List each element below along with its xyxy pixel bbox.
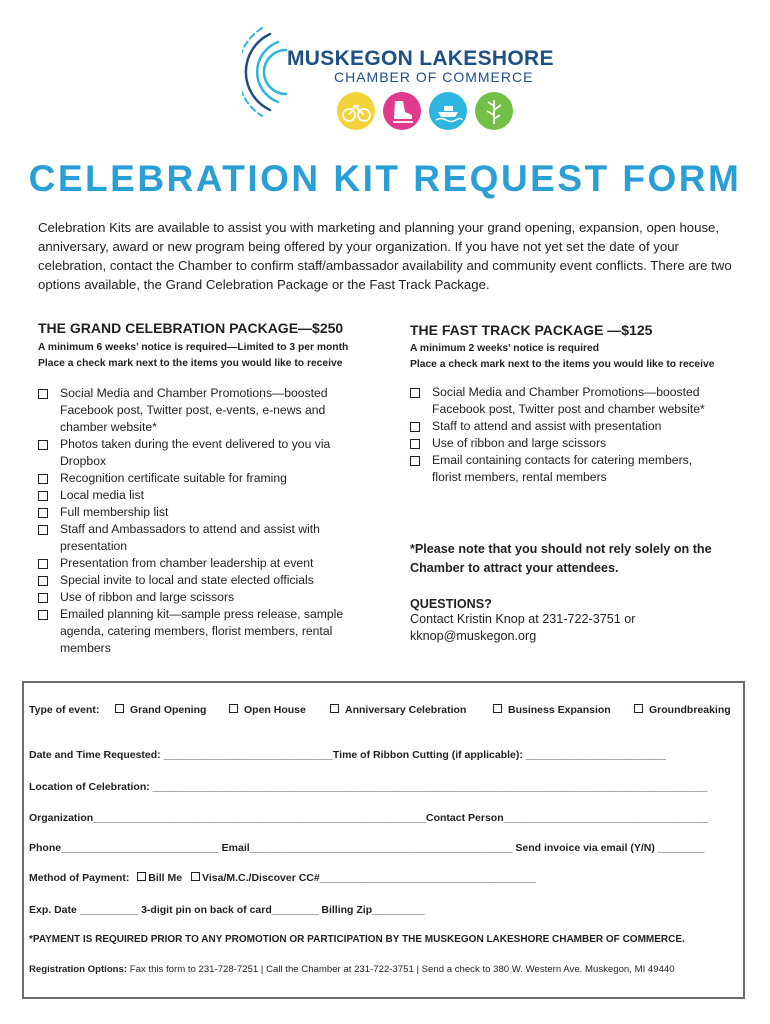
fast-package-item[interactable]	[410, 418, 720, 435]
registration-options-text: Fax this form to 231-728-7251 | Call the Chamber at 231-722-3751 | Send a check to 380 W. Western Ave. Muskegon, MI 49440	[127, 964, 675, 975]
organization-field[interactable]: Organization_________________________________________________________Contact Person___________________________________	[29, 812, 709, 824]
grand-package-item[interactable]	[38, 572, 358, 589]
event-expansion-checkbox[interactable]: Business Expansion	[493, 704, 611, 716]
grand-package-item[interactable]	[38, 487, 358, 504]
intro-paragraph: Celebration Kits are available to assist you with marketing and planning your grand opening, expansion, open house, anniversary, award or new program being offered by your organization. If you have not yet set the date of your celebration, contact the Chamber to confirm staff/ambassador availability and community event conflicts. There are two options available, the Grand Celebration Package or the Fast Track Package.	[38, 220, 732, 292]
questions-section	[410, 597, 745, 645]
grand-package-item-label: Presentation from chamber leadership at event	[60, 556, 314, 570]
grand-package-item[interactable]	[38, 504, 358, 521]
grand-package-item[interactable]	[38, 521, 358, 555]
event-groundbreaking-checkbox[interactable]: Groundbreaking	[634, 704, 731, 716]
boat-icon	[429, 92, 467, 130]
fast-package	[410, 322, 750, 486]
bicycle-icon	[337, 92, 375, 130]
grand-package-item-label: Use of ribbon and large scissors	[60, 590, 235, 604]
grand-package-items	[38, 385, 358, 657]
checkbox[interactable]	[410, 456, 420, 466]
event-grand-opening-checkbox[interactable]: Grand Opening	[115, 704, 206, 716]
grand-package-item-label: Local media list	[60, 488, 144, 502]
event-type-label: Type of event:	[29, 704, 100, 716]
grand-package-item[interactable]	[38, 606, 358, 657]
grand-package-item-label: Photos taken during the event delivered to you via Dropbox	[60, 437, 331, 468]
chamber-logo	[242, 20, 554, 138]
checkbox[interactable]	[38, 440, 48, 450]
leaf-icon	[475, 92, 513, 130]
grand-package-item-label: Emailed planning kit—sample press release, sample agenda, catering members, florist members, rental members	[60, 607, 344, 655]
fast-package-item[interactable]	[410, 384, 720, 418]
fast-package-item-label: Staff to attend and assist with presentation	[432, 419, 662, 433]
fast-package-item[interactable]	[410, 452, 720, 486]
fast-package-item[interactable]	[410, 435, 720, 452]
questions-contact: Contact Kristin Knop at 231-722-3751 or	[410, 612, 636, 626]
bill-me-checkbox[interactable]: Bill Me	[137, 872, 182, 884]
checkbox[interactable]	[38, 508, 48, 518]
questions-email[interactable]: kknop@muskegon.org	[410, 629, 537, 643]
checkbox[interactable]	[410, 422, 420, 432]
grand-package-item-label: Staff and Ambassadors to attend and assist with presentation	[60, 522, 320, 553]
fast-package-item-label: Use of ribbon and large scissors	[432, 436, 607, 450]
checkbox[interactable]	[38, 559, 48, 569]
grand-package-item[interactable]	[38, 589, 358, 606]
checkbox[interactable]	[38, 525, 48, 535]
fast-package-item-label: Social Media and Chamber Promotions—boosted Facebook post, Twitter post and chamber website*	[432, 385, 705, 416]
phone-email-field[interactable]: Phone___________________________ Email_____________________________________________ Send invoice via email (Y/N) ________	[29, 842, 705, 854]
fast-package-item-label: Email containing contacts for catering members, florist members, rental members	[432, 453, 693, 484]
grand-package-item[interactable]	[38, 385, 358, 436]
checkbox[interactable]	[38, 389, 48, 399]
skate-icon	[383, 92, 421, 130]
grand-package-item[interactable]	[38, 470, 358, 487]
card-details-field[interactable]: Exp. Date __________ 3-digit pin on back of card________ Billing Zip_________	[29, 904, 425, 916]
checkbox[interactable]	[38, 610, 48, 620]
location-field[interactable]: Location of Celebration: _______________________________________________________________________________________________	[29, 781, 708, 793]
checkbox[interactable]	[38, 576, 48, 586]
page-title: CELEBRATION KIT REQUEST FORM	[28, 158, 742, 199]
logo-title: MUSKEGON LAKESHORE	[287, 47, 554, 70]
grand-package-item[interactable]	[38, 555, 358, 572]
registration-options-label: Registration Options:	[29, 964, 128, 975]
questions-title: QUESTIONS?	[410, 597, 492, 611]
date-time-field[interactable]: Date and Time Requested: _____________________________Time of Ribbon Cutting (if applicable): ________________________	[29, 749, 666, 761]
grand-package-instruction: Place a check mark next to the items you would like to receive	[38, 358, 343, 369]
payment-method-label: Method of Payment:	[29, 872, 130, 884]
fast-package-instruction: Place a check mark next to the items you would like to receive	[410, 359, 715, 370]
grand-package-title: THE GRAND CELEBRATION PACKAGE—$250	[38, 320, 344, 336]
registration-options	[29, 964, 675, 975]
payment-method-row	[29, 872, 536, 884]
grand-package-item-label: Recognition certificate suitable for framing	[60, 471, 287, 485]
checkbox[interactable]	[38, 491, 48, 501]
fast-package-title: THE FAST TRACK PACKAGE —$125	[410, 322, 653, 338]
fast-package-notice: A minimum 2 weeks’ notice is required	[410, 343, 600, 354]
payment-required-notice: *PAYMENT IS REQUIRED PRIOR TO ANY PROMOTION OR PARTICIPATION BY THE MUSKEGON LAKESHORE CHAMBER OF COMMERCE.	[29, 934, 685, 945]
checkbox[interactable]	[38, 474, 48, 484]
fast-package-items	[410, 384, 720, 486]
card-checkbox[interactable]: Visa/M.C./Discover CC#_____________________________________	[191, 872, 536, 884]
grand-package-item-label: Social Media and Chamber Promotions—boosted Facebook post, Twitter post, e-vents, e-news and chamber website*	[60, 386, 328, 434]
grand-package-item[interactable]	[38, 436, 358, 470]
grand-package-item-label: Special invite to local and state elected officials	[60, 573, 314, 587]
logo-subtitle: CHAMBER OF COMMERCE	[334, 69, 534, 85]
grand-package	[38, 320, 398, 657]
registration-form	[22, 681, 745, 999]
grand-package-item-label: Full membership list	[60, 505, 169, 519]
checkbox[interactable]	[410, 439, 420, 449]
event-type-row	[29, 704, 731, 716]
checkbox[interactable]	[38, 593, 48, 603]
attendance-notice: *Please note that you should not rely solely on the Chamber to attract your attendees.	[410, 542, 712, 575]
event-anniversary-checkbox[interactable]: Anniversary Celebration	[330, 704, 466, 716]
grand-package-notice: A minimum 6 weeks’ notice is required—Limited to 3 per month	[38, 342, 349, 353]
event-open-house-checkbox[interactable]: Open House	[229, 704, 306, 716]
checkbox[interactable]	[410, 388, 420, 398]
